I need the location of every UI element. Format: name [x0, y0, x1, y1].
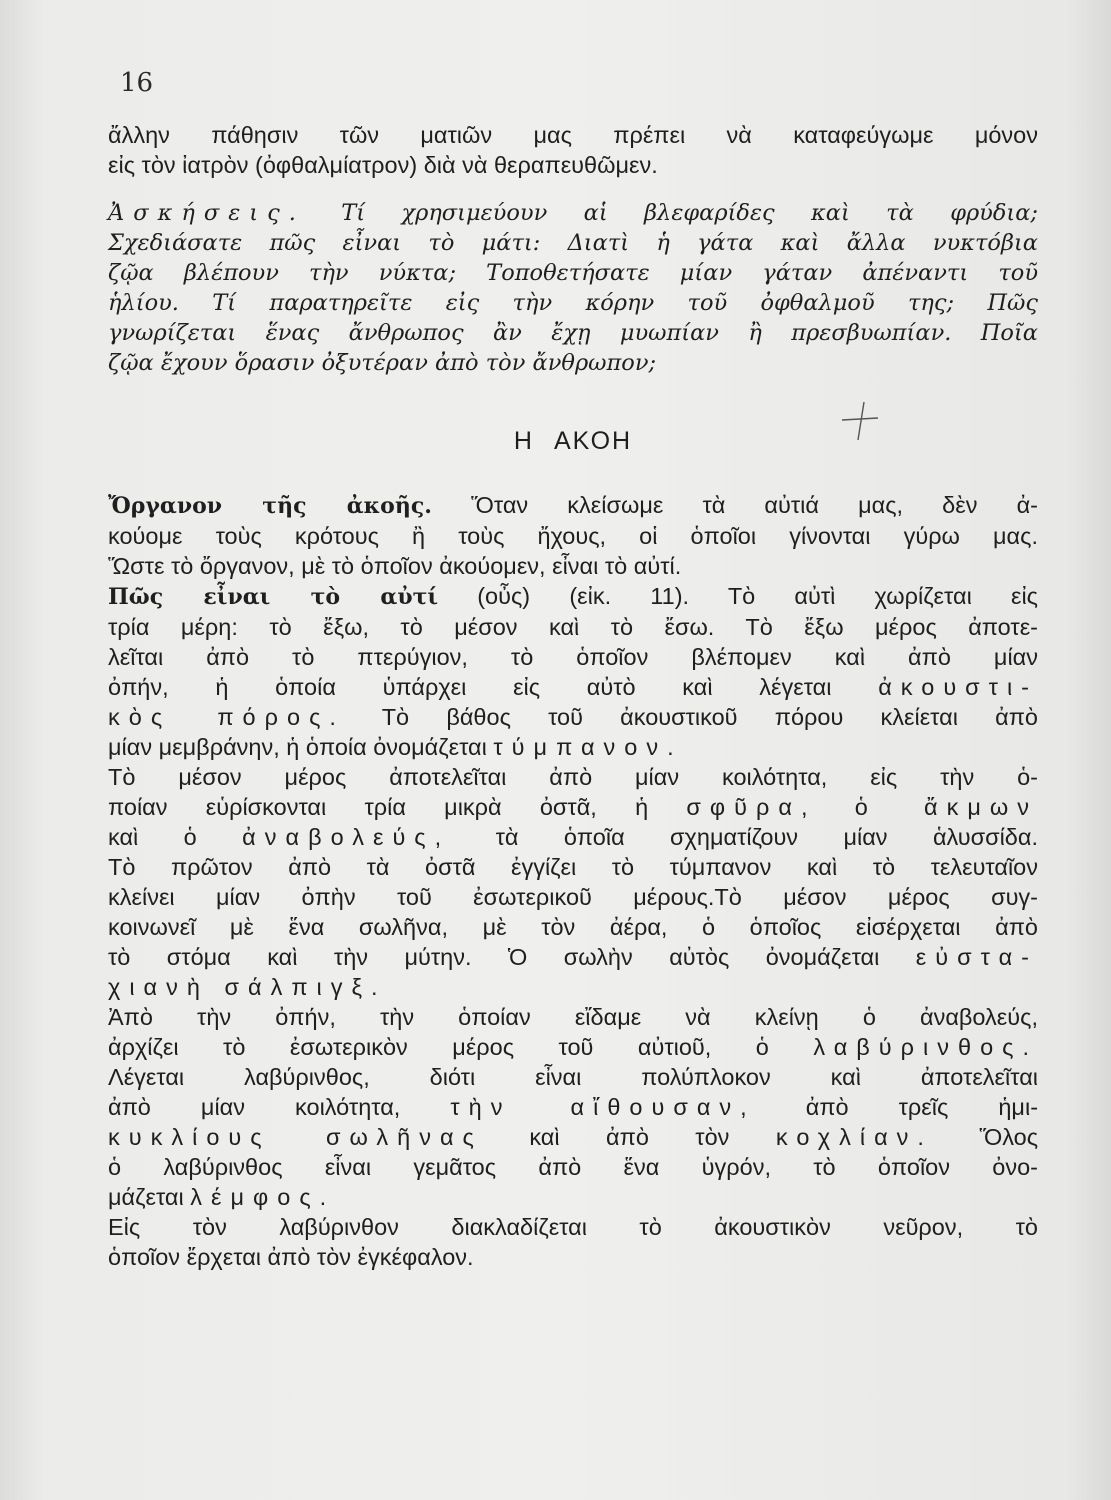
text-span: Ὅλος [979, 1124, 1039, 1150]
text-line [108, 581, 1038, 612]
heading-word: Η [513, 427, 534, 455]
exercises-paragraph [108, 198, 1038, 378]
term-span: ὁ ἄκμων [854, 794, 1039, 820]
text-line: λεῖται ἀπὸ τὸ πτερύγιον, τὸ ὁποῖον βλέπομεν καὶ ἀπὸ μίαν [108, 644, 1038, 670]
term-span: κοχλίαν. [775, 1124, 933, 1150]
text-span: μίαν μεμβράνην, ἡ ὁποία ὀνομάζεται [108, 734, 487, 760]
text-span: Ὅταν κλείσωμε τὰ αὐτιά μας, δὲν ἀ- [471, 492, 1038, 518]
text-line: Εἰς τὸν λαβύρινθον διακλαδίζεται τὸ ἀκουστικὸν νεῦρον, τὸ [108, 1214, 1038, 1240]
text-column [108, 120, 1038, 1272]
text-line [108, 672, 1038, 702]
text-line: χιανὴ σάλπιγξ. [108, 974, 387, 1000]
text-line: ἡλίου. Τί παρατηρεῖτε εἰς τὴν κόρην τοῦ ὀφθαλμοῦ της; Πῶς [108, 290, 1038, 316]
text-line: κλείνει μίαν ὀπὴν τοῦ ἐσωτερικοῦ μέρους.Τὸ μέσον μέρος συγ- [108, 884, 1038, 910]
text-span: ὀπήν, ἡ ὁποία ὑπάρχει εἰς αὐτὸ καὶ λέγεται [108, 674, 832, 700]
text-line: ὁποῖον ἔρχεται ἀπὸ τὸν ἐγκέφαλον. [108, 1244, 474, 1270]
term-span: τύμπανον. [493, 734, 683, 760]
text-span: τὰ ὁποῖα σχηματίζουν μίαν ἁλυσσίδα. [495, 824, 1039, 850]
term-span: εὐστα- [915, 944, 1038, 970]
text-line: Λέγεται λαβύρινθος, διότι εἶναι πολύπλοκον καὶ ἀποτελεῖται [108, 1064, 1038, 1090]
term-span: τὴν αἴθουσαν, [450, 1094, 756, 1120]
heading-word: ΑΚΟΗ [553, 427, 633, 455]
text-line [108, 702, 1038, 732]
term-span: ἀκουστι- [878, 674, 1039, 700]
text-span: καὶ ἀπὸ τὸν [529, 1124, 730, 1150]
intro-paragraph [108, 120, 1038, 180]
text-line: Τὸ πρῶτον ἀπὸ τὰ ὀστᾶ ἐγγίζει τὸ τύμπανον καὶ τὸ τελευταῖον [108, 854, 1038, 880]
text-line: ζῷα ἔχουν ὅρασιν ὀξυτέραν ἀπὸ τὸν ἄνθρωπον; [108, 350, 657, 376]
section-heading [108, 426, 1038, 456]
text-line: κοινωνεῖ μὲ ἕνα σωλῆνα, μὲ τὸν ἀέρα, ὁ ὁποῖος εἰσέρχεται ἀπὸ [108, 914, 1038, 940]
text-line: Ἀπὸ τὴν ὀπήν, τὴν ὁποίαν εἴδαμε νὰ κλείνῃ ὁ ἀναβολεύς, [108, 1004, 1038, 1030]
text-line [108, 822, 1038, 852]
text-line [108, 490, 1038, 521]
text-span: (οὖς) (εἰκ. 11). Τὸ αὐτὶ χωρίζεται εἰς [477, 583, 1038, 609]
text-span: Τί χρησιμεύουν αἱ βλεφαρίδες καὶ τὰ φρύδια; [341, 200, 1038, 226]
text-line: τρία μέρη: τὸ ἔξω, τὸ μέσον καὶ τὸ ἔσω. Τὸ ἔξω μέρος ἀποτε- [108, 614, 1038, 640]
term-span: σφῦρα, [686, 794, 817, 820]
text-line: ἄλλην πάθησιν τῶν ματιῶν μας πρέπει νὰ καταφεύγωμε μόνον [108, 122, 1038, 148]
text-line: γνωρίζεται ἕνας ἄνθρωπος ἂν ἔχῃ μυωπίαν ἢ πρεσβυωπίαν. Ποῖα [108, 320, 1038, 346]
text-span: ποίαν εὑρίσκονται τρία μικρὰ ὀστᾶ, ἡ [108, 794, 649, 820]
inner-ear-paragraph [108, 1002, 1038, 1272]
text-line [108, 942, 1038, 972]
text-line [108, 1032, 1038, 1062]
term-span: κυκλίους σωλῆνας [108, 1124, 483, 1150]
term-span: ἀναβολεύς, [242, 824, 451, 850]
text-line: κούομε τοὺς κρότους ἢ τοὺς ἤχους, οἱ ὁποῖοι γίνονται γύρω μας. [108, 523, 1038, 549]
text-line [108, 792, 1038, 822]
text-line [108, 732, 1038, 762]
page-number: 16 [120, 68, 154, 98]
text-line [108, 1122, 1038, 1152]
text-line [108, 198, 1038, 228]
ear-paragraph [108, 581, 1038, 762]
term-span: λαβύρινθος. [813, 1034, 1038, 1060]
text-line: Σχεδιάσατε πῶς εἶναι τὸ μάτι: Διατὶ ἡ γάτα καὶ ἄλλα νυκτόβια [108, 230, 1038, 256]
text-span: ἀπὸ τρεῖς ἡμι- [805, 1094, 1039, 1120]
term-span: κὸς πόρος. [108, 704, 345, 730]
text-span: Τὸ βάθος τοῦ ἀκουστικοῦ πόρου κλείεται ἀπὸ [381, 704, 1038, 730]
text-line: ζῷα βλέπουν τὴν νύκτα; Τοποθετήσατε μίαν γάταν ἀπέναντι τοῦ [108, 260, 1038, 286]
text-line: Ὥστε τὸ ὄργανον, μὲ τὸ ὁποῖον ἀκούομεν, εἶναι τὸ αὐτί. [108, 553, 682, 579]
text-span: τὸ στόμα καὶ τὴν μύτην. Ὁ σωλὴν αὐτὸς ὀνομάζεται [108, 944, 880, 970]
text-span: καὶ ὁ [108, 824, 197, 850]
term-span: λέμφος. [190, 1184, 336, 1210]
organ-subheading: Ὄργανον τῆς ἀκοῆς. [108, 493, 432, 519]
text-line [108, 1092, 1038, 1122]
middle-ear-paragraph [108, 762, 1038, 1002]
organ-paragraph [108, 490, 1038, 581]
exercises-label: Ἀσκήσεις. [108, 200, 305, 226]
ear-subheading: Πῶς εἶναι τὸ αὐτί [108, 584, 439, 610]
text-span: ἀρχίζει τὸ ἐσωτερικὸν μέρος τοῦ αὐτιοῦ, ὁ [108, 1034, 769, 1060]
text-line: εἰς τὸν ἰατρὸν (ὀφθαλμίατρον) διὰ νὰ θεραπευθῶμεν. [108, 152, 658, 178]
text-span: ἀπὸ μίαν κοιλότητα, [108, 1094, 401, 1120]
text-span: μάζεται [108, 1184, 184, 1210]
text-line: Τὸ μέσον μέρος ἀποτελεῖται ἀπὸ μίαν κοιλότητα, εἰς τὴν ὁ- [108, 764, 1038, 790]
text-line: ὁ λαβύρινθος εἶναι γεμᾶτος ἀπὸ ἕνα ὑγρόν, τὸ ὁποῖον ὀνο- [108, 1154, 1038, 1180]
text-line [108, 1182, 1038, 1212]
